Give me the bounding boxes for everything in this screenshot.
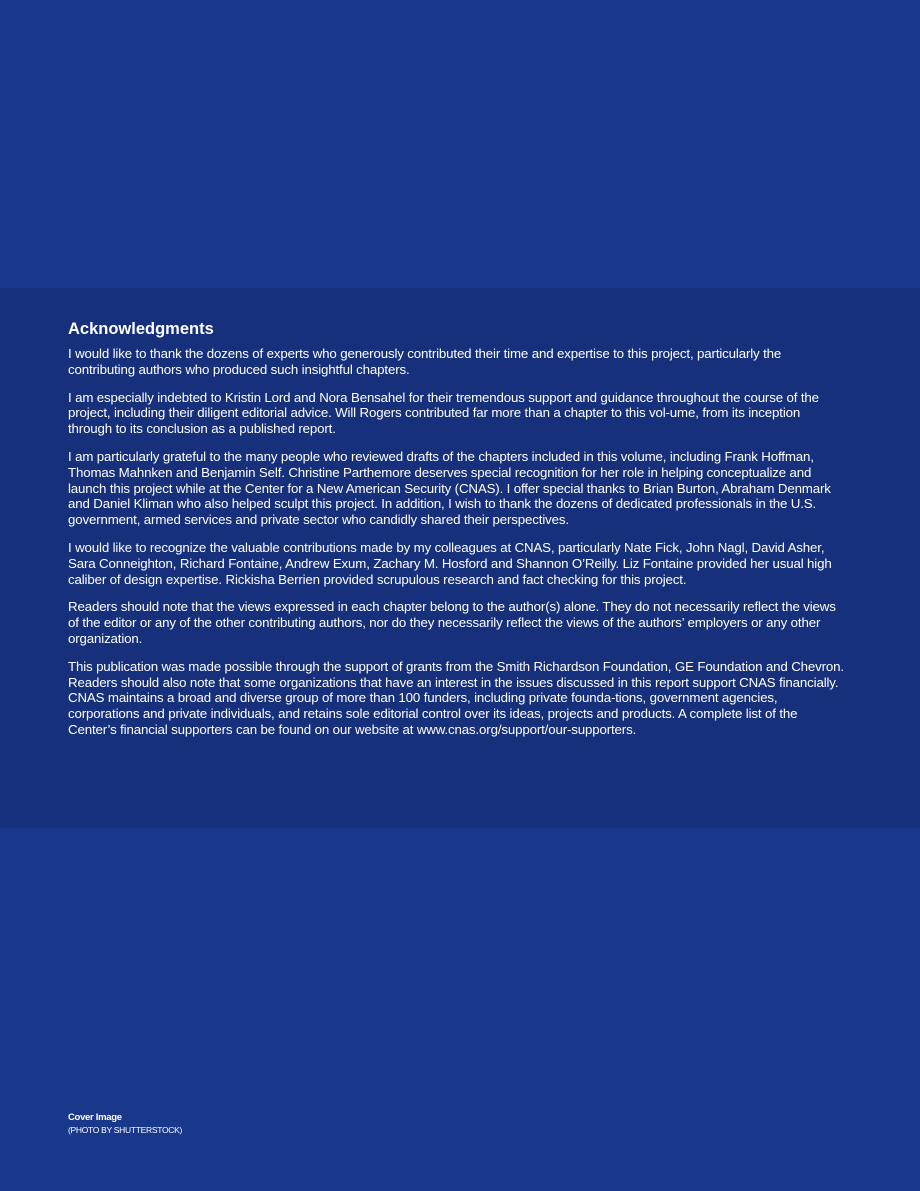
cover-image-label: Cover Image (68, 1112, 122, 1123)
cover-image-credit (68, 1112, 182, 1136)
acknowledgments-paragraph: This publication was made possible through the support of grants from the Smith Richardson Foundation, GE Foundation and Chevron. Readers should also note that some organizations that have an interest in the issues discussed in this report support CNAS financially. CNAS maintains a broad and diverse group of more than 100 funders, including private founda-tions, government agencies, corporations and private individuals, and retains sole editorial control over its ideas, projects and products. A complete list of the Center’s financial supporters can be found on our website at www.cnas.org/support/our-supporters. (68, 658, 844, 737)
acknowledgments-paragraph: I am particularly grateful to the many people who reviewed drafts of the chapters included in this volume, including Frank Hoffman, Thomas Mahnken and Benjamin Self. Christine Parthemore deserves special recognition for her role in helping conceptualize and launch this project while at the Center for a New American Security (CNAS). I offer special thanks to Brian Burton, Abraham Denmark and Daniel Kliman who also helped sculpt this project. In addition, I wish to thank the dozens of dedicated professionals in the U.S. government, armed services and private sector who candidly shared their perspectives. (68, 448, 831, 528)
acknowledgments-paragraph: I would like to thank the dozens of experts who generously contributed their time and expertise to this project, particularly the contributing authors who produced such insightful chapters. (68, 346, 782, 377)
acknowledgments-paragraph: I am especially indebted to Kristin Lord and Nora Bensahel for their tremendous support and guidance throughout the course of the project, including their diligent editorial advice. Will Rogers contributed far more than a chapter to this vol-ume, from its inception through to its conclusion as a published report. (68, 389, 819, 437)
acknowledgments-paragraph: Readers should note that the views expressed in each chapter belong to the author(s) alone. They do not necessarily reflect the views of the editor or any of the other contributing authors, nor do they necessarily reflect the views of the authors’ employers or any other organization. (68, 599, 836, 646)
acknowledgments-title: Acknowledgments (68, 320, 214, 338)
acknowledgments-paragraph: I would like to recognize the valuable contributions made by my colleagues at CNAS, particularly Nate Fick, John Nagl, David Asher, Sara Conneighton, Richard Fontaine, Andrew Exum, Zachary M. Hosford and Shannon O’Reilly. Liz Fontaine provided her usual high caliber of design expertise. Rickisha Berrien provided scrupulous research and fact checking for this project. (68, 539, 832, 587)
acknowledgments-section (68, 318, 844, 750)
photo-credit: (PHOTO BY SHUTTERSTOCK) (68, 1125, 183, 1135)
